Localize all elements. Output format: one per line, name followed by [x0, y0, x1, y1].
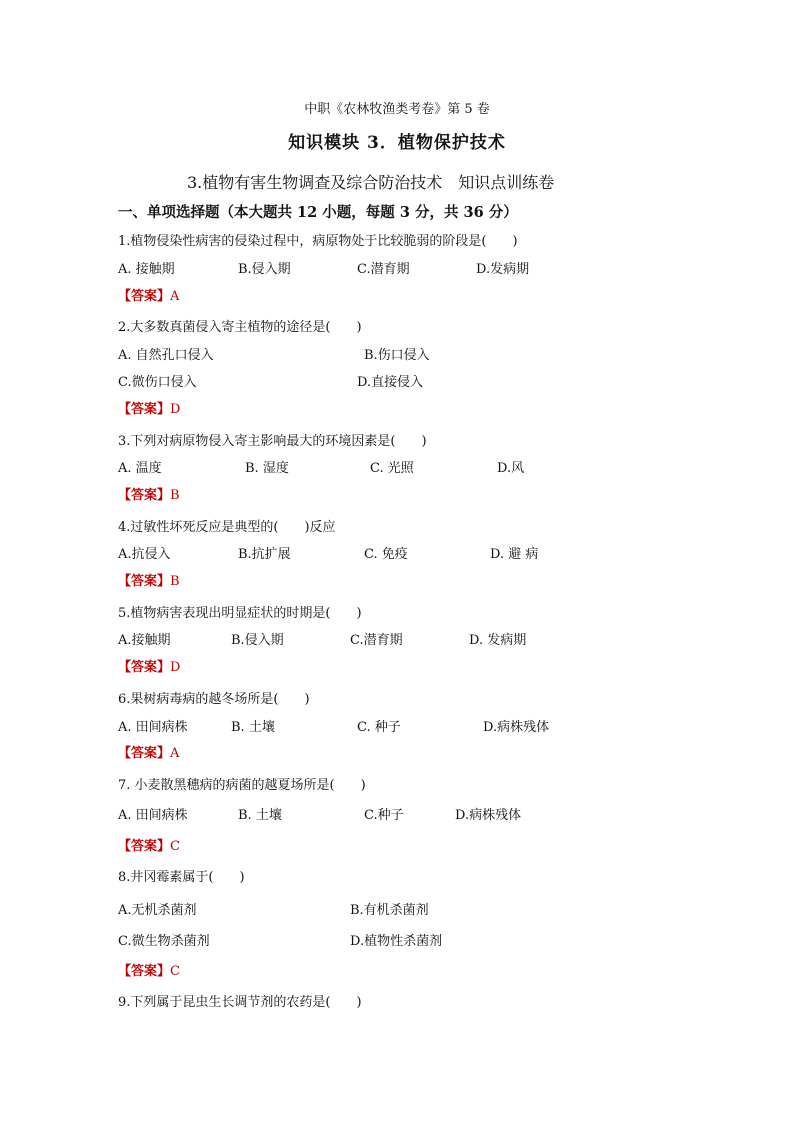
- question-stem: 2.大多数真菌侵入寄主植物的途径是( ): [118, 320, 362, 335]
- answer-value: B: [170, 574, 180, 589]
- exam-series-title: 中职《农林牧渔类考卷》第 5 卷: [304, 102, 490, 117]
- answer-line: [118, 484, 180, 503]
- answer-line: [118, 960, 180, 979]
- option-c: C. 光照: [370, 461, 414, 476]
- answer-label: 【答案】: [118, 660, 171, 675]
- answer-label: 【答案】: [118, 488, 171, 503]
- option-d: D. 发病期: [469, 633, 527, 648]
- option-b: B.抗扩展: [238, 547, 291, 562]
- option-a: A. 自然孔口侵入: [118, 348, 214, 363]
- option-a: A. 温度: [118, 461, 162, 476]
- answer-label: 【答案】: [118, 746, 171, 761]
- answer-value: A: [170, 289, 180, 304]
- answer-value: C: [170, 839, 180, 854]
- option-c: C.微伤口侵入: [118, 375, 197, 390]
- answer-line: [118, 570, 180, 589]
- answer-line: [118, 656, 180, 675]
- answer-value: B: [170, 488, 180, 503]
- option-b: B.侵入期: [231, 633, 284, 648]
- answer-value: D: [170, 660, 181, 675]
- question-stem: 5.植物病害表现出明显症状的时期是( ): [118, 606, 362, 621]
- question-stem: 8.井冈霉素属于( ): [118, 870, 245, 885]
- answer-line: [118, 285, 179, 304]
- question-stem: 3.下列对病原物侵入寄主影响最大的环境因素是( ): [118, 434, 427, 449]
- option-c: C.潜育期: [357, 262, 410, 277]
- question-stem: 6.果树病毒病的越冬场所是( ): [118, 692, 310, 707]
- answer-line: [118, 398, 180, 417]
- option-a: A. 田间病株: [118, 808, 188, 823]
- option-a: A.接触期: [118, 633, 171, 648]
- option-d: D.病株残体: [483, 720, 550, 735]
- answer-value: A: [170, 746, 180, 761]
- option-c: C.种子: [364, 808, 404, 823]
- module-title: 知识模块 3．植物保护技术: [288, 133, 506, 153]
- option-c: C.微生物杀菌剂: [118, 934, 210, 949]
- option-a: A. 田间病株: [118, 720, 188, 735]
- answer-line: [118, 742, 179, 761]
- question-stem: 4.过敏性坏死反应是典型的( )反应: [118, 520, 336, 535]
- option-b: B.伤口侵入: [364, 348, 430, 363]
- answer-label: 【答案】: [118, 402, 171, 417]
- option-d: D.直接侵入: [357, 375, 424, 390]
- option-b: B.侵入期: [238, 262, 291, 277]
- option-c: C.潜育期: [350, 633, 403, 648]
- answer-value: D: [170, 402, 181, 417]
- option-c: C. 种子: [357, 720, 401, 735]
- answer-label: 【答案】: [118, 964, 171, 979]
- section-heading: 一、单项选择题（本大题共 12 小题，每题 3 分，共 36 分）: [118, 204, 518, 221]
- answer-label: 【答案】: [118, 574, 171, 589]
- option-c: C. 免疫: [364, 547, 408, 562]
- answer-value: C: [170, 964, 180, 979]
- option-d: D.发病期: [476, 262, 530, 277]
- paper-subtitle: 3.植物有害生物调查及综合防治技术 知识点训练卷: [187, 173, 555, 192]
- option-a: A.无机杀菌剂: [118, 903, 197, 918]
- question-stem: 1.植物侵染性病害的侵染过程中，病原物处于比较脆弱的阶段是( ): [118, 234, 518, 249]
- option-d: D. 避 病: [490, 547, 539, 562]
- option-a: A.抗侵入: [118, 547, 171, 562]
- question-stem: 7. 小麦散黑穗病的病菌的越夏场所是( ): [118, 778, 366, 793]
- option-d: D.病株残体: [455, 808, 522, 823]
- option-d: D.风: [497, 461, 525, 476]
- option-b: B. 湿度: [245, 461, 289, 476]
- option-b: B. 土壤: [238, 808, 282, 823]
- option-b: B.有机杀菌剂: [350, 903, 429, 918]
- option-b: B. 土壤: [231, 720, 275, 735]
- answer-label: 【答案】: [118, 289, 171, 304]
- answer-line: [118, 835, 180, 854]
- option-d: D.植物性杀菌剂: [350, 934, 443, 949]
- question-stem: 9.下列属于昆虫生长调节剂的农药是( ): [118, 995, 362, 1010]
- answer-label: 【答案】: [118, 839, 171, 854]
- option-a: A. 接触期: [118, 262, 175, 277]
